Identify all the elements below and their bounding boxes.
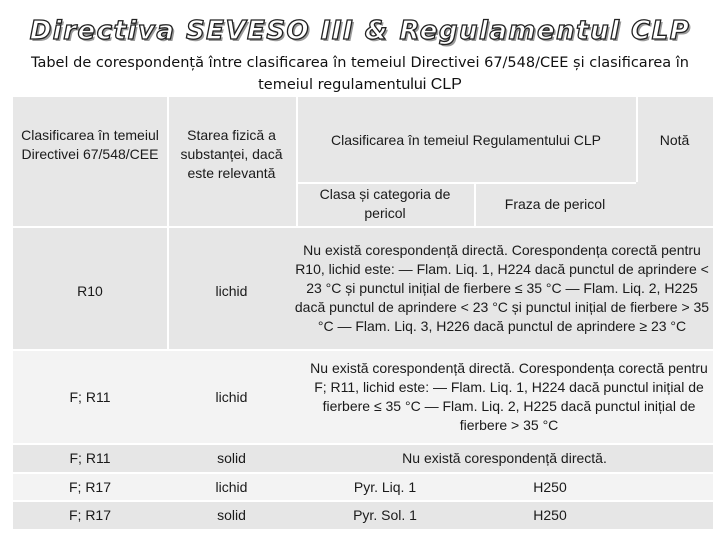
row3-state: solid: [217, 450, 246, 466]
row3-note: Nu există corespondență directă.: [402, 450, 607, 466]
row5-classification: F; R17: [68, 506, 111, 523]
table-caption: [30, 52, 690, 96]
row5-state: solid: [217, 506, 246, 523]
grid-line: [13, 472, 713, 474]
grid-line: [13, 226, 713, 228]
grid-line: [636, 97, 638, 182]
row4-state: lichid: [215, 478, 248, 495]
row4-hazard-class: Pyr. Liq. 1: [353, 478, 417, 495]
caption-main: Tabel de corespondență între clasificarea în temeiul Directivei 67/548/CEE și clasificarea în temeiul regulament: [31, 55, 689, 93]
row4-hazard-statement: H250: [533, 478, 567, 495]
grid-line: [13, 500, 713, 502]
row4-classification: F; R17: [68, 478, 111, 495]
row1-state: lichid: [215, 282, 248, 299]
grid-line: [13, 349, 713, 351]
header-physical-state: Starea fizică a substanței, dacă este relevantă: [180, 127, 283, 181]
row2-classification: F; R11: [69, 388, 111, 405]
grid-line: [167, 97, 169, 350]
row1-note: Nu există corespondență directă. Corespondența corectă pentru R10, lichid este: — Flam. Liq. 1, H224 dacă punctul de aprindere < 23 °C și punctul inițial de fierbere ≤ 35 °C — Flam. Liq. 2, H225 dacă punctul de aprindere < 23 °C și punctul inițial de fierbere > 35 °C — Flam. Liq. 3, H226 dacă punctul de aprindere ≥ 23 °C: [294, 242, 710, 334]
header-note: Notă: [659, 131, 690, 148]
grid-line: [474, 182, 476, 227]
row5-hazard-class: Pyr. Sol. 1: [353, 506, 417, 523]
header-clp-classification: Clasificarea în temeiul Regulamentului CLP: [330, 131, 602, 148]
header-directive-classification: Clasificarea în temeiul Directivei 67/548/CEE: [21, 127, 159, 162]
row1-classification: R10: [77, 282, 103, 299]
row2-note: Nu există corespondență directă. Corespondența corectă pentru F; R11, lichid este: — Flam. Liq. 1, H224 dacă punctul inițial de fierbere ≤ 35 °C — Flam. Liq. 2, H225 dacă punctul inițial de fierbere > 35 °C: [310, 360, 708, 433]
row2-state: lichid: [215, 388, 248, 405]
caption-tail: ului CLP: [401, 76, 462, 93]
row3-classification: F; R11: [69, 450, 111, 466]
header-hazard-statement: Fraza de pericol: [504, 195, 606, 212]
header-hazard-class: Clasa și categoria de pericol: [319, 186, 451, 221]
grid-line: [296, 182, 636, 184]
grid-line: [13, 443, 713, 445]
row5-hazard-statement: H250: [533, 506, 567, 523]
grid-line: [296, 97, 298, 227]
page-title: Directiva SEVESO III & Regulamentul CLP: [29, 16, 691, 46]
